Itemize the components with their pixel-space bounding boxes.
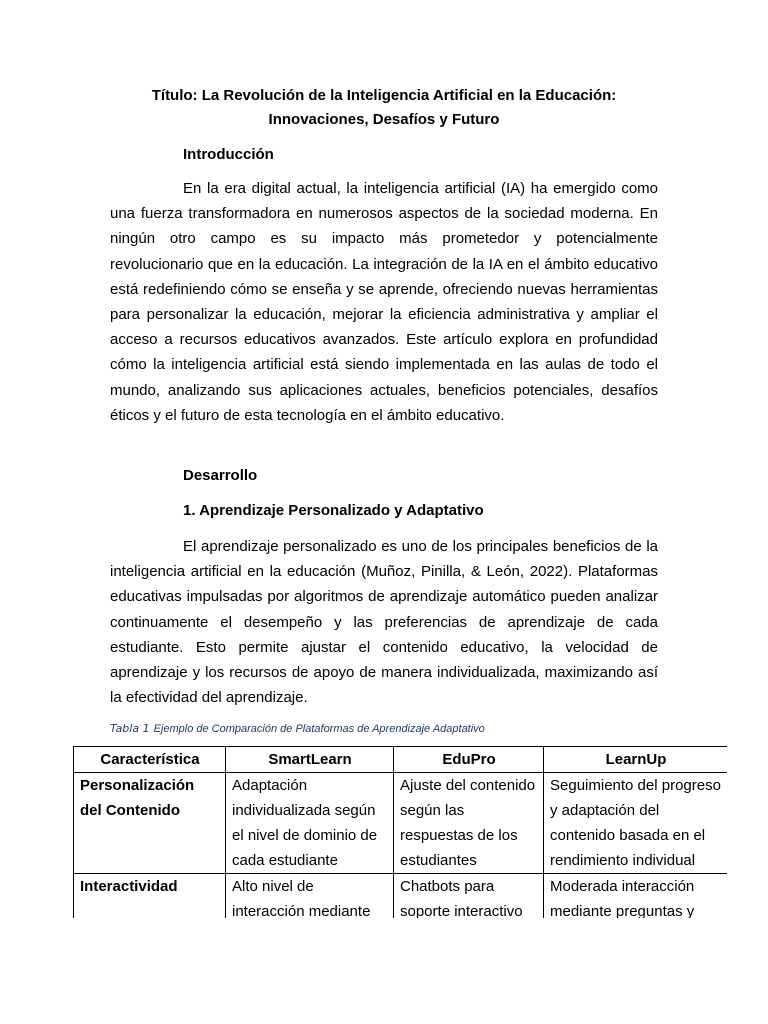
title-line-1: Título: La Revolución de la Inteligencia Artificial en la Educación: [151,87,617,104]
table-header-cell: EduPro [394,747,544,773]
table-cell: Adaptación individualizada según el nivel de dominio de cada estudiante [226,773,394,874]
table-caption [110,722,485,736]
intro-paragraph: En la era digital actual, la inteligencia artificial (IA) ha emergido como una fuerza transformadora en numerosos aspectos de la sociedad moderna. En ningún otro campo es su impacto más prometedor y potencialmente revolucionario que en la educación. La integración de la IA en el ámbito educativo está redefiniendo cómo se enseña y se aprende, ofreciendo nuevas herramientas para personalizar la educación, mejorar la eficiencia administrativa y ampliar el acceso a recursos educativos avanzados. Este artículo explora en profundidad cómo la inteligencia artificial está siendo implementada en las aulas de todo el mundo, analizando sus aplicaciones actuales, beneficios potenciales, desafíos éticos y el futuro de esta tecnología en el ámbito educativo. [110,180,658,424]
section-1-paragraph: El aprendizaje personalizado es uno de los principales beneficios de la inteligencia artificial en la educación (Muñoz, Pinilla, & León, 2022). Plataformas educativas impulsadas por algoritmos de aprendizaje automático pueden analizar continuamente el desempeño y las preferencias de aprendizaje de cada estudiante. Esto permite ajustar el contenido educativo, la velocidad de aprendizaje y los recursos de apoyo de manera individualizada, maximizando así la efectividad del aprendizaje. [110,538,658,707]
table-header-row [74,747,728,773]
table-cell: Moderada interacción mediante preguntas y [544,874,728,919]
comparison-table-container [73,746,727,918]
table-row [74,874,728,919]
table-caption-text: Ejemplo de Comparación de Plataformas de Aprendizaje Adaptativo [153,723,485,735]
table-header-cell: Característica [74,747,226,773]
table-row [74,773,728,874]
table-cell: Ajuste del contenido según las respuestas de los estudiantes [394,773,544,874]
table-cell: Chatbots para soporte interactivo [394,874,544,919]
table-caption-label: Tabla 1 [110,722,150,735]
comparison-table [73,746,727,918]
section-1-heading: 1. Aprendizaje Personalizado y Adaptativo [183,502,484,519]
title-line-2: Innovaciones, Desafíos y Futuro [268,111,500,128]
document-title [90,84,678,132]
table-header-cell: SmartLearn [226,747,394,773]
development-heading: Desarrollo [183,467,258,484]
intro-heading: Introducción [183,146,274,163]
table-cell: Alto nivel de interacción mediante [226,874,394,919]
table-header-cell: LearnUp [544,747,728,773]
table-cell: Seguimiento del progreso y adaptación del contenido basada en el rendimiento individual [544,773,728,874]
table-row-header: Personalización del Contenido [74,773,226,874]
table-row-header: Interactividad [74,874,226,919]
